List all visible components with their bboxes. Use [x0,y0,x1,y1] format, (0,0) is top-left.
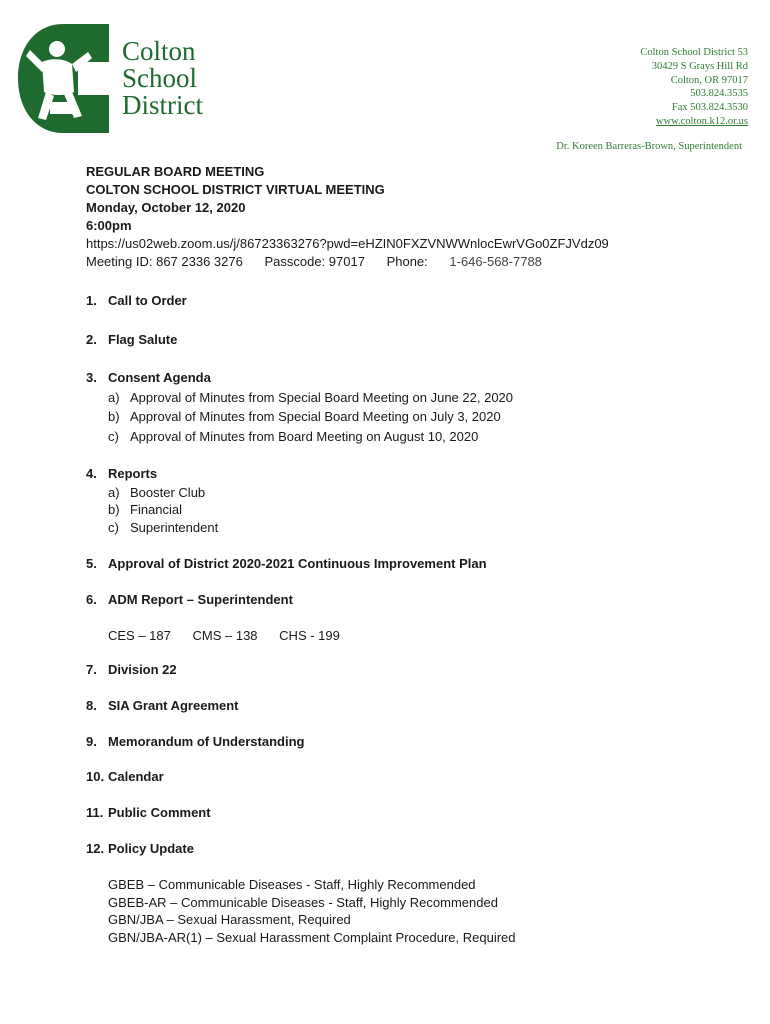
item-number: 2. [86,332,97,347]
agenda-item [86,466,157,481]
sub-item [108,502,182,517]
city-address: Colton, OR 97017 [670,74,748,86]
policy-line: GBN/JBA – Sexual Harassment, Required [108,912,351,927]
item-title: Policy Update [108,841,194,856]
item-title: Flag Salute [108,332,178,347]
item-number: 11. [86,805,104,820]
contact-block [640,46,748,129]
sub-text: Financial [130,502,183,517]
phone-number: 503.824.3535 [690,88,748,100]
logo-emblem-icon [16,22,111,135]
district-name: Colton School District 53 [640,47,748,58]
adm-chs: CHS - 199 [279,628,340,643]
sub-letter: c) [108,520,119,535]
item-number: 4. [86,466,97,481]
sub-text: Approval of Minutes from Special Board Meeting on June 22, 2020 [130,390,514,405]
fax-number: Fax 503.824.3530 [671,102,748,114]
sub-text: Booster Club [130,485,206,500]
sub-item [108,409,501,424]
adm-counts [108,628,358,643]
meeting-passcode: Passcode: 97017 [264,254,365,269]
item-number: 10. [86,769,105,784]
adm-ces: CES – 187 [108,628,171,643]
item-number: 5. [86,556,97,571]
item-number: 8. [86,698,97,713]
street-address: 30429 S Grays Hill Rd [651,60,748,72]
meeting-date: Monday, October 12, 2020 [86,200,246,215]
agenda-item [86,370,211,385]
logo-line: School [122,63,198,93]
item-number: 12. [86,841,105,856]
sub-item [108,390,513,405]
sub-letter: a) [108,390,120,405]
item-number: 7. [86,662,97,677]
logo-line: Colton [122,36,196,66]
item-title: Public Comment [108,805,211,820]
meeting-credentials [86,253,609,271]
meeting-title: REGULAR BOARD MEETING [86,164,265,179]
district-logo [16,22,216,137]
meeting-subtitle: COLTON SCHOOL DISTRICT VIRTUAL MEETING [86,182,385,197]
policy-line: GBN/JBA-AR(1) – Sexual Harassment Complaint Procedure, Required [108,930,516,945]
item-title: SIA Grant Agreement [108,698,239,713]
agenda-item [86,841,194,856]
agenda-item [86,698,239,713]
item-number: 3. [86,370,97,385]
item-title: Division 22 [108,662,177,677]
sub-item [108,520,218,535]
policy-line: GBEB – Communicable Diseases - Staff, Highly Recommended [108,877,476,892]
item-title: Memorandum of Understanding [108,734,305,749]
item-number: 6. [86,592,97,607]
meeting-phone [387,254,560,269]
phone-label: Phone: [386,254,432,269]
agenda-item [86,332,177,347]
meeting-header [86,163,609,271]
agenda-item [86,805,211,820]
item-title: Reports [108,466,158,481]
meeting-time: 6:00pm [86,218,132,233]
agenda-item [86,662,177,677]
agenda-item [86,769,164,784]
superintendent-name: Dr. Koreen Barreras-Brown, Superintendent [556,141,742,152]
item-title: ADM Report – Superintendent [108,592,293,607]
agenda-item [86,734,304,749]
meeting-id: Meeting ID: 867 2336 3276 [86,254,243,269]
adm-cms: CMS – 138 [192,628,258,643]
agenda-item [86,293,187,308]
item-title: Consent Agenda [108,370,211,385]
logo-wordmark [122,38,203,119]
item-number: 9. [86,734,97,749]
agenda-item [86,592,293,607]
item-title: Calendar [108,769,164,784]
phone-value: 1-646-568-7788 [449,254,542,269]
policy-line: GBEB-AR – Communicable Diseases - Staff, Highly Recommended [108,895,498,910]
sub-letter: b) [108,409,120,424]
agenda-item [86,556,487,571]
logo-line: District [122,90,203,120]
sub-letter: c) [108,429,119,444]
website-link[interactable]: www.colton.k12.or.us [655,115,748,127]
item-number: 1. [86,293,97,308]
item-title: Approval of District 2020-2021 Continuous Improvement Plan [108,556,487,571]
sub-text: Superintendent [130,520,219,535]
sub-item [108,485,205,500]
sub-letter: b) [108,502,120,517]
sub-item [108,429,478,444]
sub-letter: a) [108,485,120,500]
sub-text: Approval of Minutes from Special Board Meeting on July 3, 2020 [130,409,501,424]
item-title: Call to Order [108,293,187,308]
sub-text: Approval of Minutes from Board Meeting on August 10, 2020 [130,429,479,444]
zoom-link[interactable]: https://us02web.zoom.us/j/86723363276?pwd=eHZIN0FXZVNWWnlocEwrVGo0ZFJVdz09 [86,236,609,251]
